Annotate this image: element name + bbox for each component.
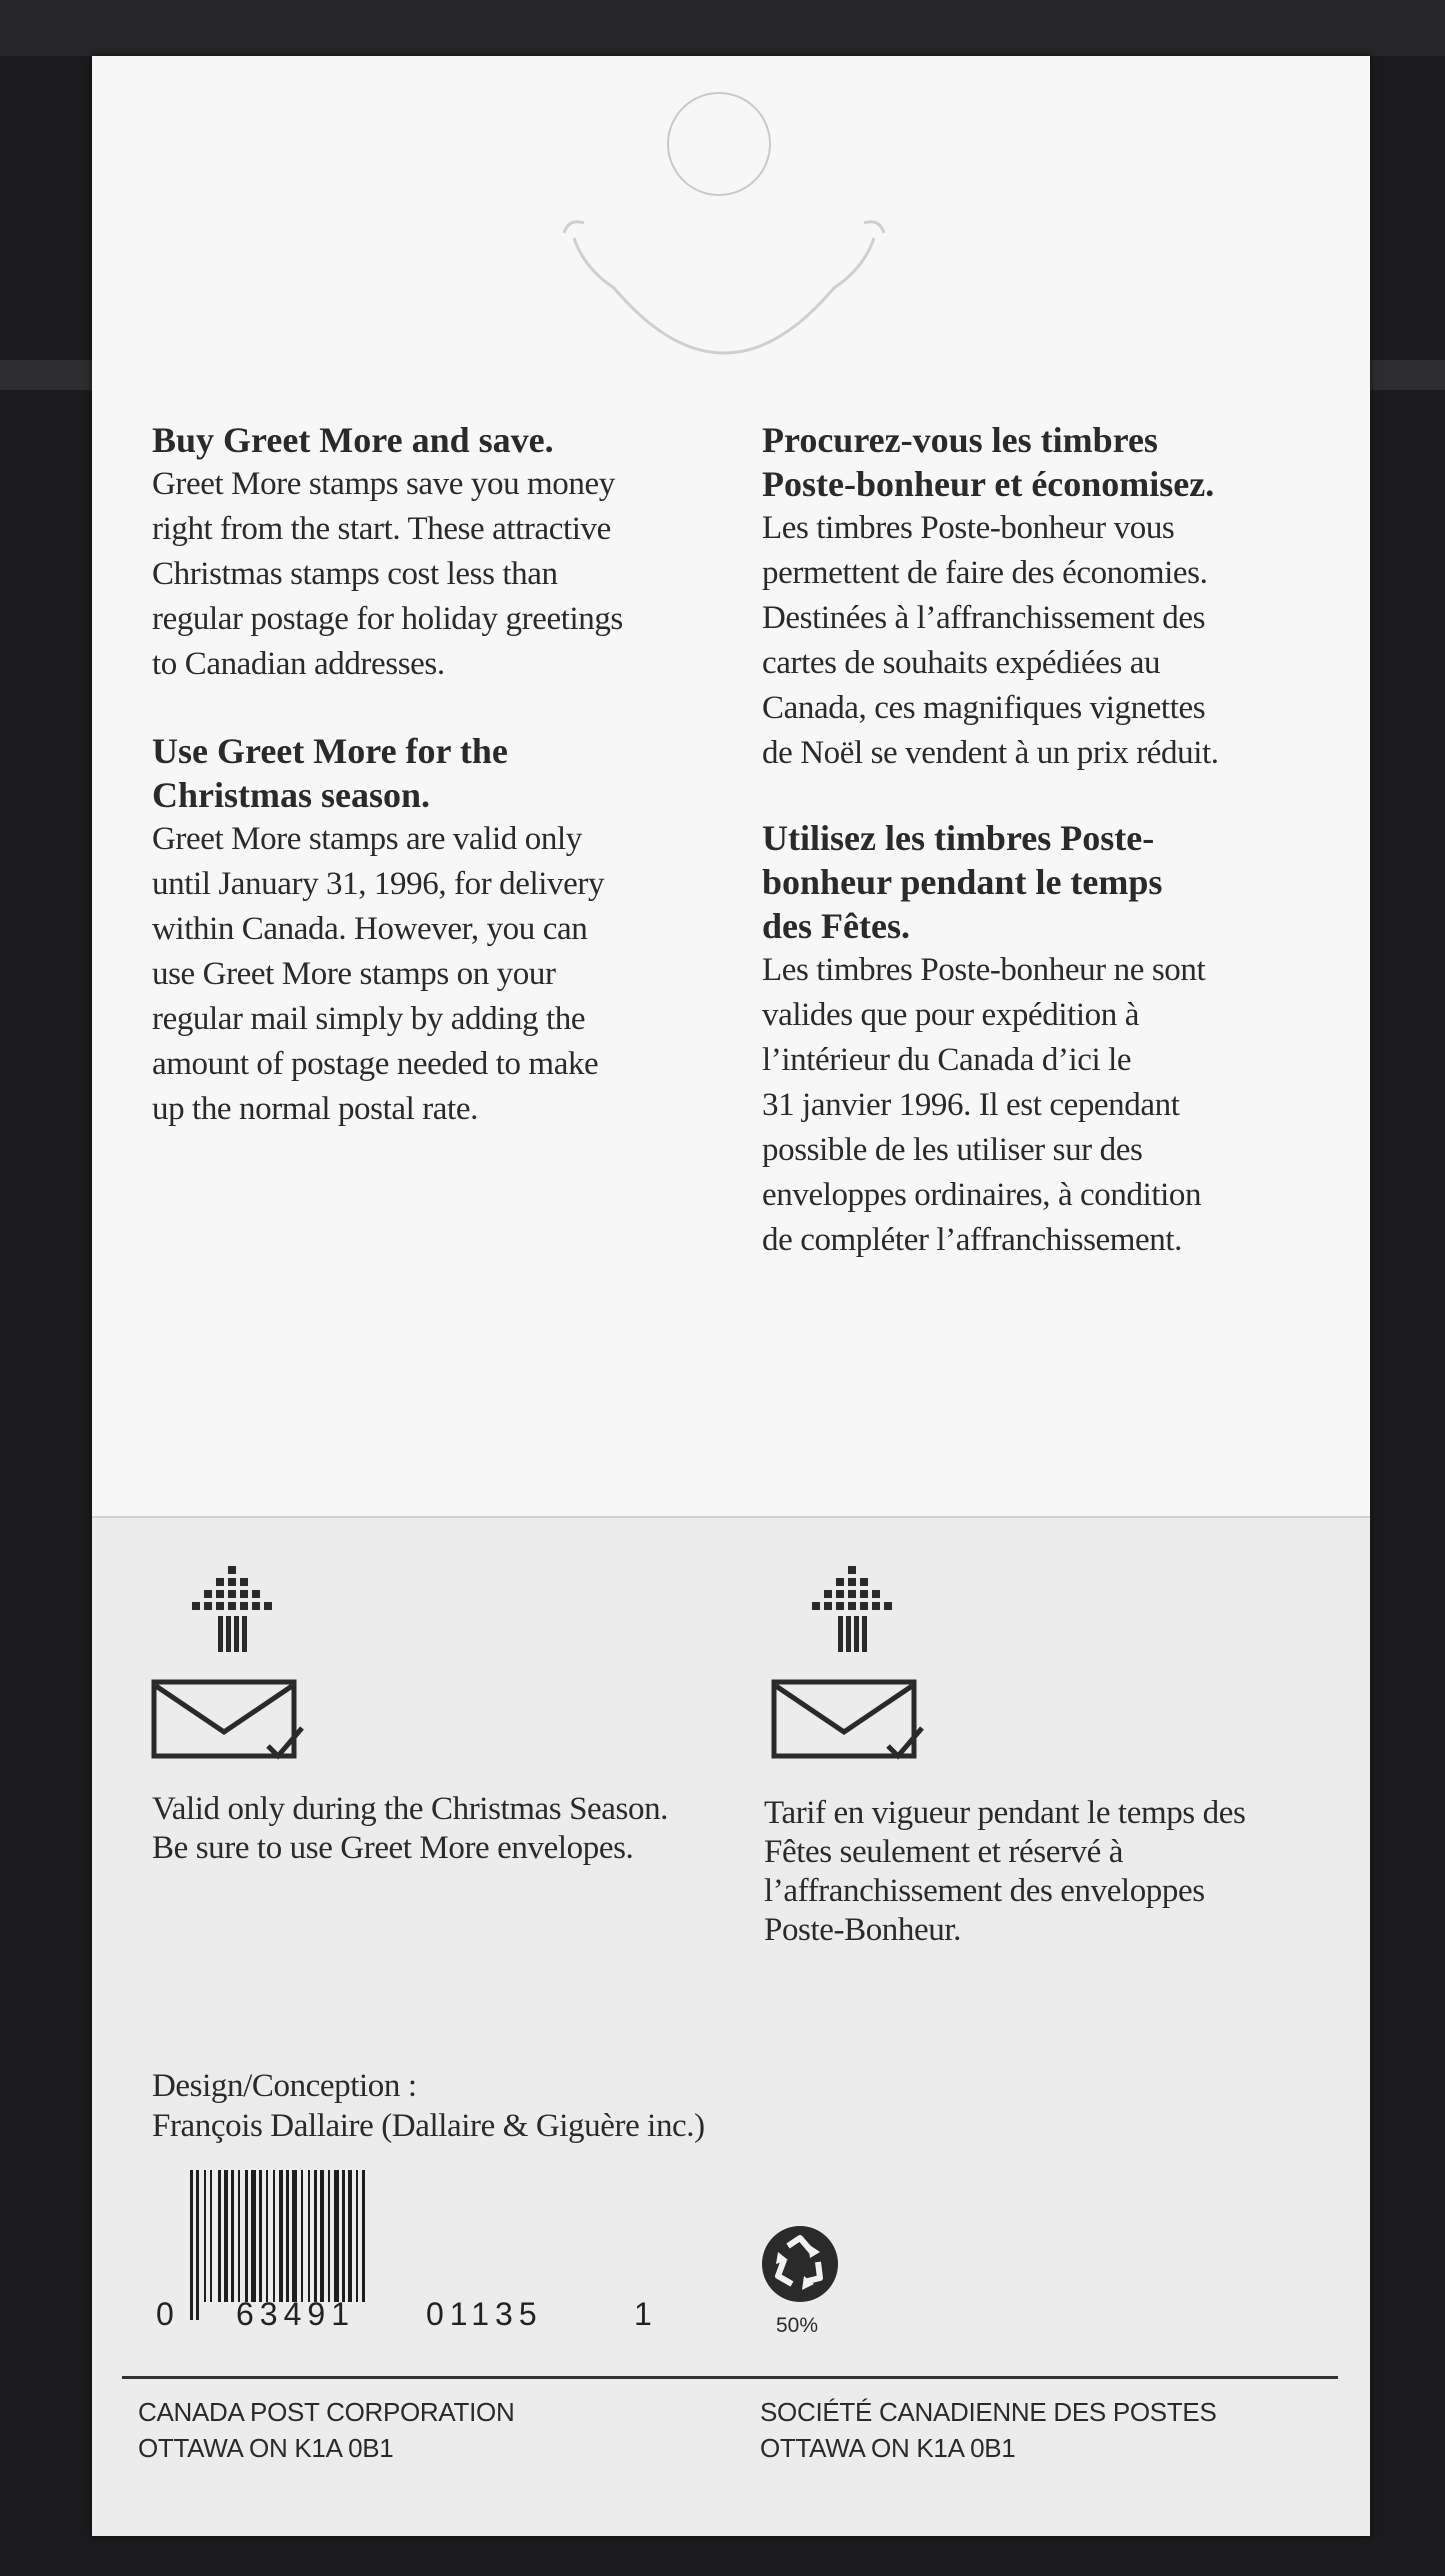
english-column: [152, 418, 712, 1132]
barcode-lead-digit: 0: [156, 2296, 174, 2332]
recycled-percent: 50%: [776, 2314, 819, 2337]
french-heading-save: Procurez-vous les timbres Poste-bonheur et économisez.: [762, 420, 1215, 504]
address-french: SOCIÉTÉ CANADIENNE DES POSTES OTTAWA ON K1A 0B1: [760, 2397, 1217, 2463]
english-body-save: Greet More stamps save you money right from the start. These attractive Christmas stamps cost less than regular postage for holiday greetings to Canadian addresses.: [152, 466, 623, 682]
background-band-top: [0, 0, 1445, 56]
english-heading-save: Buy Greet More and save.: [152, 420, 554, 460]
footer-divider: [122, 2376, 1338, 2379]
french-body-save: Les timbres Poste-bonheur vous permettent de faire des économies. Destinées à l’affranchissement des cartes de souhaits expédiées au Canada, ces magnifiques vignettes de Noël se vendent à un prix réduit.: [762, 510, 1219, 771]
english-validity-note: Valid only during the Christmas Season. Be sure to use Greet More envelopes.: [152, 1791, 669, 1866]
barcode-check-digit: 1: [634, 2296, 652, 2332]
recycle-icon: [758, 2222, 842, 2306]
address-english: CANADA POST CORPORATION OTTAWA ON K1A 0B1: [138, 2397, 515, 2463]
barcode-left-digits: 63491: [236, 2296, 355, 2332]
hang-hole: [667, 92, 771, 196]
booklet-cover: [92, 56, 1370, 2536]
envelope-check-icon: [770, 1676, 930, 1766]
french-heading-season: Utilisez les timbres Poste- bonheur pendant le temps des Fêtes.: [762, 818, 1163, 946]
hanger-tab-cut: [554, 208, 894, 408]
envelope-check-icon: [150, 1676, 310, 1766]
french-body-season: Les timbres Poste-bonheur ne sont valides que pour expédition à l’intérieur du Canada d’ici le 31 janvier 1996. Il est cependant possible de les utiliser sur des enveloppes ordinaires, à condition de compléter l’affranchissement.: [762, 952, 1206, 1258]
barcode-right-digits: 01135: [426, 2296, 543, 2332]
design-credit: Design/Conception : François Dallaire (Dallaire & Giguère inc.): [152, 2068, 705, 2144]
french-validity-note: Tarif en vigueur pendant le temps des Fêtes seulement et réservé à l’affranchissement des enveloppes Poste-Bonheur.: [764, 1795, 1246, 1948]
english-body-season: Greet More stamps are valid only until January 31, 1996, for delivery within Canada. However, you can use Greet More stamps on your regular mail simply by adding the amount of postage needed to make up the normal postal rate.: [152, 821, 605, 1127]
english-heading-season: Use Greet More for the Christmas season.: [152, 731, 508, 815]
french-column: [762, 418, 1322, 1263]
